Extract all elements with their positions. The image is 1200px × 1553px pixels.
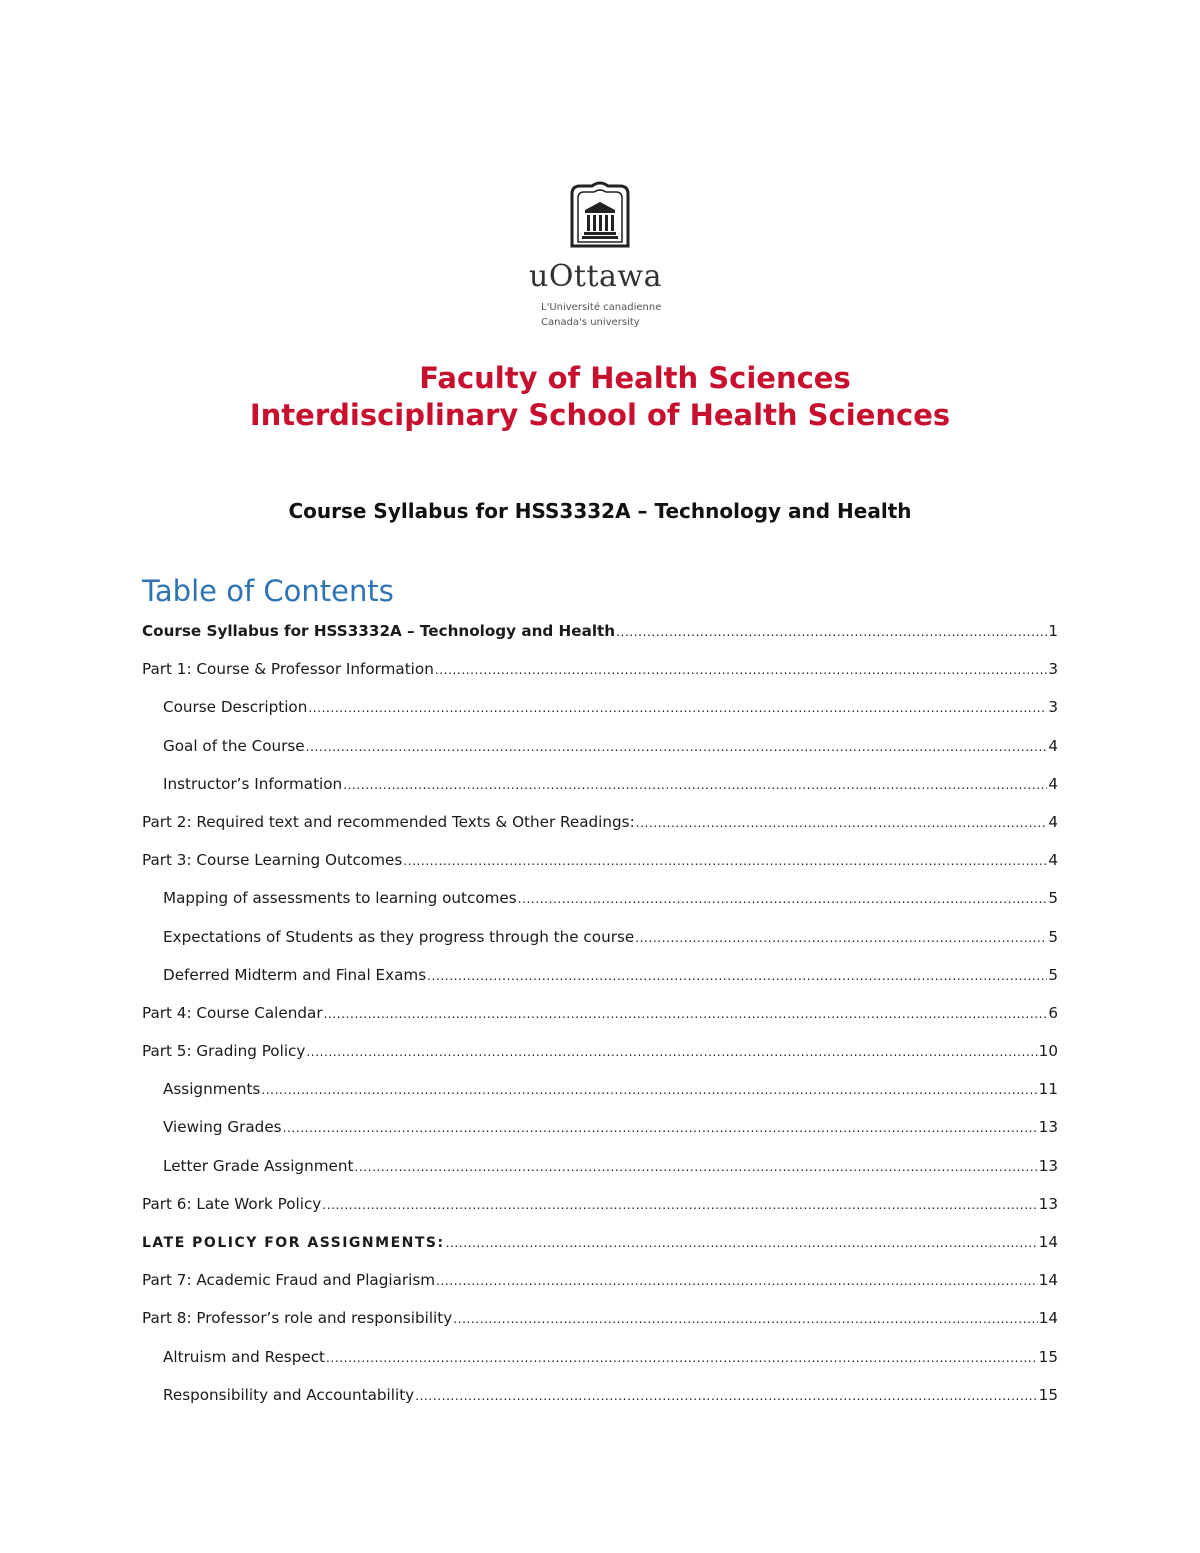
toc-entry[interactable]	[142, 803, 1058, 841]
toc-dot-leader	[518, 879, 1048, 918]
toc-entry-label: Altruism and Respect	[163, 1347, 326, 1366]
toc-dot-leader	[636, 803, 1048, 842]
school-title: Interdisciplinary School of Health Sciences	[249, 398, 951, 432]
toc-entry[interactable]	[142, 879, 1058, 917]
toc-entry[interactable]	[142, 1147, 1058, 1185]
toc-entry-label: Part 3: Course Learning Outcomes	[142, 851, 403, 870]
toc-entry[interactable]	[142, 1376, 1058, 1414]
table-of-contents	[142, 612, 1058, 1414]
toc-dot-leader	[435, 650, 1048, 689]
toc-page-number: 11	[1038, 1080, 1058, 1099]
toc-page-number: 4	[1048, 812, 1058, 831]
toc-entry[interactable]	[142, 1108, 1058, 1146]
toc-entry[interactable]	[142, 841, 1058, 879]
toc-entry-label: Responsibility and Accountability	[163, 1385, 415, 1404]
toc-entry-label: Part 1: Course & Professor Information	[142, 660, 434, 679]
toc-entry-label: Deferred Midterm and Final Exams	[163, 965, 427, 984]
toc-entry-label: Mapping of assessments to learning outcomes	[163, 889, 517, 908]
toc-page-number: 6	[1048, 1003, 1058, 1022]
toc-entry-label: Course Description	[163, 698, 308, 717]
toc-dot-leader	[403, 841, 1047, 880]
logo-tagline-english: Canada's university	[541, 317, 640, 328]
toc-entry-label: Assignments	[163, 1080, 261, 1099]
toc-dot-leader	[616, 612, 1047, 651]
toc-entry-label: Letter Grade Assignment	[163, 1156, 354, 1175]
toc-entry[interactable]	[142, 1299, 1058, 1337]
toc-page-number: 13	[1038, 1118, 1058, 1137]
toc-dot-leader	[306, 1032, 1037, 1071]
toc-entry[interactable]	[142, 650, 1058, 688]
toc-page-number: 14	[1038, 1233, 1058, 1251]
toc-dot-leader	[283, 1108, 1038, 1147]
university-logo	[0, 180, 1200, 328]
toc-page-number: 4	[1048, 851, 1058, 870]
toc-page-number: 5	[1048, 965, 1058, 984]
toc-heading: Table of Contents	[142, 574, 394, 608]
toc-dot-leader	[308, 688, 1047, 727]
toc-entry[interactable]	[142, 688, 1058, 726]
toc-entry[interactable]	[142, 1185, 1058, 1223]
toc-entry[interactable]	[142, 918, 1058, 956]
toc-entry[interactable]	[142, 956, 1058, 994]
toc-entry[interactable]	[142, 994, 1058, 1032]
toc-page-number: 5	[1048, 927, 1058, 946]
toc-page-number: 10	[1038, 1042, 1058, 1061]
university-building-icon	[570, 180, 630, 248]
toc-entry-label: Part 2: Required text and recommended Texts & Other Readings:	[142, 812, 635, 831]
toc-dot-leader	[415, 1376, 1038, 1415]
toc-entry-label: Part 7: Academic Fraud and Plagiarism	[142, 1271, 436, 1290]
toc-entry[interactable]	[142, 727, 1058, 765]
toc-entry-label: Instructor’s Information	[163, 774, 343, 793]
faculty-title: Faculty of Health Sciences	[419, 361, 851, 395]
toc-page-number: 1	[1048, 622, 1058, 640]
toc-page-number: 14	[1038, 1309, 1058, 1328]
toc-page-number: 5	[1048, 889, 1058, 908]
toc-entry-label: Goal of the Course	[163, 736, 305, 755]
toc-entry-label: Part 4: Course Calendar	[142, 1003, 323, 1022]
toc-entry-label: LATE POLICY FOR ASSIGNMENTS:	[142, 1235, 445, 1251]
logo-tagline-french: L'Université canadienne	[541, 302, 662, 313]
toc-entry[interactable]	[142, 1070, 1058, 1108]
toc-page-number: 4	[1048, 774, 1058, 793]
toc-dot-leader	[427, 956, 1047, 995]
toc-page-number: 15	[1038, 1385, 1058, 1404]
toc-dot-leader	[343, 765, 1047, 804]
toc-dot-leader	[261, 1070, 1037, 1109]
toc-entry-label: Viewing Grades	[163, 1118, 282, 1137]
toc-entry-label: Course Syllabus for HSS3332A – Technology and Health	[142, 622, 616, 640]
toc-dot-leader	[436, 1261, 1038, 1300]
toc-entry-label: Part 6: Late Work Policy	[142, 1194, 322, 1213]
toc-page-number: 13	[1038, 1194, 1058, 1213]
toc-dot-leader	[453, 1299, 1037, 1338]
toc-page-number: 15	[1038, 1347, 1058, 1366]
toc-entry-label: Part 5: Grading Policy	[142, 1042, 306, 1061]
toc-entry[interactable]	[142, 1223, 1058, 1261]
toc-dot-leader	[324, 994, 1048, 1033]
toc-page-number: 3	[1048, 698, 1058, 717]
toc-entry[interactable]	[142, 1338, 1058, 1376]
toc-page-number: 14	[1038, 1271, 1058, 1290]
logo-wordmark: uOttawa	[529, 259, 662, 294]
toc-dot-leader	[446, 1223, 1038, 1262]
toc-page-number: 13	[1038, 1156, 1058, 1175]
toc-dot-leader	[635, 918, 1047, 957]
toc-entry-label: Expectations of Students as they progress through the course	[163, 927, 635, 946]
course-title: Course Syllabus for HSS3332A – Technology and Health	[288, 499, 912, 523]
toc-entry-label: Part 8: Professor’s role and responsibility	[142, 1309, 453, 1328]
toc-dot-leader	[322, 1185, 1037, 1224]
toc-dot-leader	[306, 727, 1048, 766]
toc-entry[interactable]	[142, 612, 1058, 650]
toc-entry[interactable]	[142, 1261, 1058, 1299]
toc-entry[interactable]	[142, 1032, 1058, 1070]
toc-page-number: 4	[1048, 736, 1058, 755]
toc-dot-leader	[354, 1147, 1037, 1186]
toc-page-number: 3	[1048, 660, 1058, 679]
toc-dot-leader	[326, 1338, 1038, 1377]
toc-entry[interactable]	[142, 765, 1058, 803]
